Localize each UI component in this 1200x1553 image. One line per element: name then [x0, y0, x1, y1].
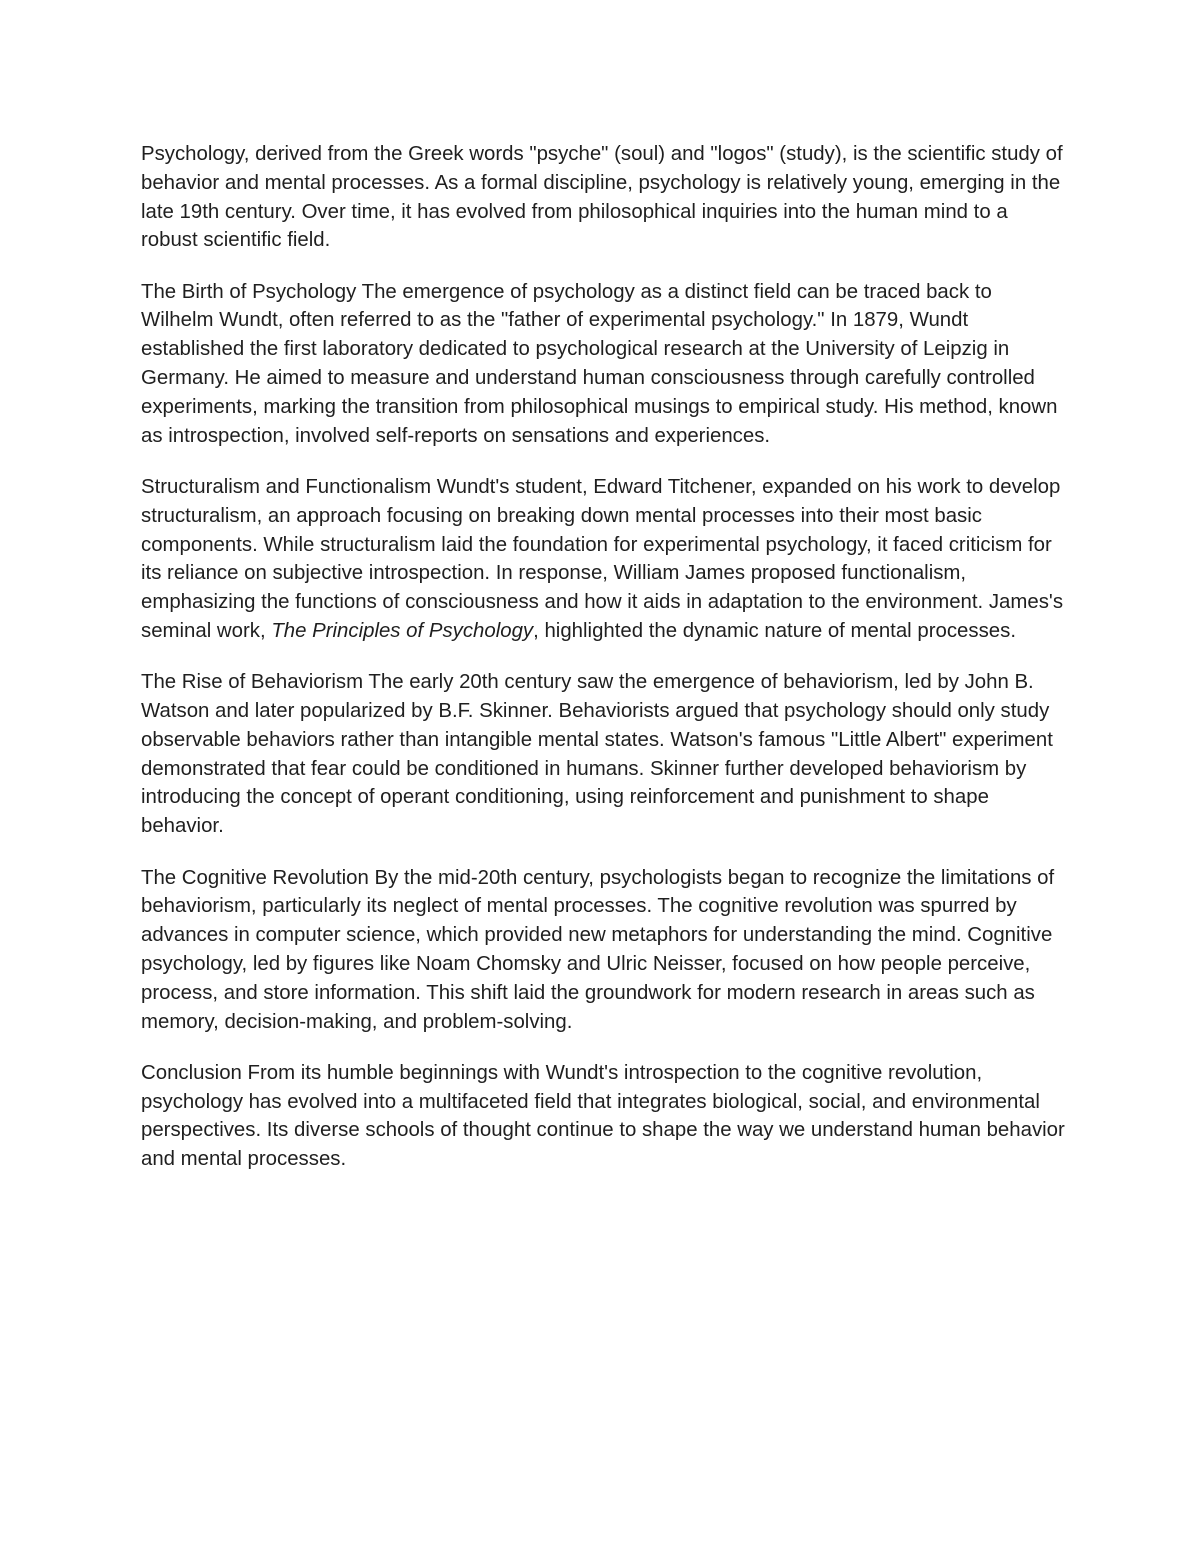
document-body	[141, 140, 1066, 1174]
paragraph-text-after-title: , highlighted the dynamic nature of mental processes.	[533, 619, 1016, 642]
paragraph-text-before-title: Structuralism and Functionalism Wundt's student, Edward Titchener, expanded on his work to develop structuralism, an approach focusing on breaking down mental processes into their most basic components. While structuralism laid the foundation for experimental psychology, it faced criticism for its reliance on subjective introspection. In response, William James proposed functionalism, emphasizing the functions of consciousness and how it aids in adaptation to the environment. James's seminal work,	[141, 475, 1064, 642]
paragraph-birth-of-psychology: The Birth of Psychology The emergence of psychology as a distinct field can be traced back to Wilhelm Wundt, often referred to as the "father of experimental psychology." In 1879, Wundt established the first laboratory dedicated to psychological research at the University of Leipzig in Germany. He aimed to measure and understand human consciousness through carefully controlled experiments, marking the transition from philosophical musings to empirical study. His method, known as introspection, involved self-reports on sensations and experiences.	[141, 280, 1058, 447]
paragraph-structuralism-functionalism	[141, 473, 1066, 646]
book-title: The Principles of Psychology	[271, 619, 534, 642]
paragraph-rise-of-behaviorism: The Rise of Behaviorism The early 20th century saw the emergence of behaviorism, led by John B. Watson and later popularized by B.F. Skinner. Behaviorists argued that psychology should only study observable behaviors rather than intangible mental states. Watson's famous "Little Albert" experiment demonstrated that fear could be conditioned in humans. Skinner further developed behaviorism by introducing the concept of operant conditioning, using reinforcement and punishment to shape behavior.	[141, 671, 1053, 838]
paragraph-cognitive-revolution: The Cognitive Revolution By the mid-20th century, psychologists began to recognize the limitations of behaviorism, particularly its neglect of mental processes. The cognitive revolution was spurred by advances in computer science, which provided new metaphors for understanding the mind. Cognitive psychology, led by figures like Noam Chomsky and Ulric Neisser, focused on how people perceive, process, and store information. This shift laid the groundwork for modern research in areas such as memory, decision-making, and problem-solving.	[141, 866, 1055, 1033]
paragraph-introduction: Psychology, derived from the Greek words "psyche" (soul) and "logos" (study), is the scientific study of behavior and mental processes. As a formal discipline, psychology is relatively young, emerging in the late 19th century. Over time, it has evolved from philosophical inquiries into the human mind to a robust scientific field.	[141, 143, 1063, 252]
paragraph-conclusion: Conclusion From its humble beginnings with Wundt's introspection to the cognitive revolution, psychology has evolved into a multifaceted field that integrates biological, social, and environmental perspectives. Its diverse schools of thought continue to shape the way we understand human behavior and mental processes.	[141, 1061, 1065, 1171]
